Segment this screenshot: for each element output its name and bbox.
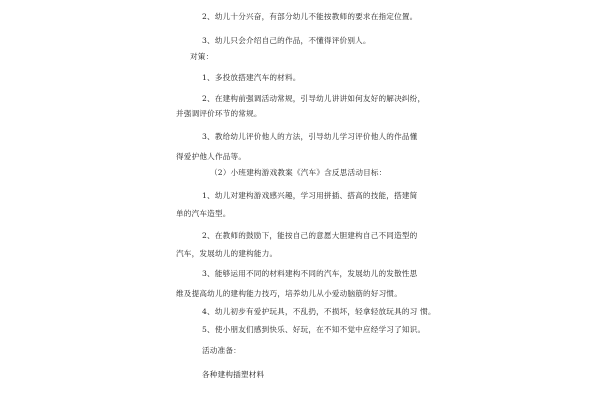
text-line-7: 得爱护他人作品等。: [176, 152, 247, 161]
text-line-4: 2、在建构前强调活动常规，引导幼儿讲讲如何友好的解决纠纷，: [202, 94, 426, 103]
text-line-15: 5、使小朋友们感到快乐、好玩，在不知不觉中应经学习了知识。: [202, 325, 426, 334]
text-line-16: 各种建构插塑材料: [202, 370, 265, 379]
text-line-14: 4、幼儿初步有爱护玩具，不乱扔，不损坏，轻拿轻放玩具的习 惯。: [202, 307, 436, 316]
text-line-8: 1、幼儿对建构游戏感兴趣，学习用拼插、搭高的技能，搭建简: [202, 191, 418, 200]
text-line-12: 3、能够运用不同的材料建构不同的汽车，发展幼儿的发散性思: [202, 269, 418, 278]
text-line-11: 汽车，发展幼儿的建构能力。: [176, 249, 278, 258]
text-line-6: 3、教给幼儿评价他人的方法，引导幼儿学习评价他人的作品懂: [202, 132, 418, 141]
text-line-10: 2、在教师的鼓励下，能按自己的意愿大胆建构自己不同造型的: [202, 231, 418, 240]
text-line-1: 2、幼儿十分兴奋，有部分幼儿不能按教师的要求在指定位置。: [202, 12, 418, 21]
text-line-5: 并强调评价环节的常规。: [176, 109, 262, 118]
text-line-2: 3、幼儿只会介绍自己的作品，不懂得评价别人。: [202, 36, 371, 45]
text-line-13: 维及提高幼儿的建构能力技巧，培养幼儿从小爱动脑筋的好习惯。: [176, 289, 403, 298]
section-heading-countermeasures: 对策：: [190, 52, 214, 61]
text-line-9: 单的汽车造型。: [176, 209, 231, 218]
section-heading-preparation: 活动准备：: [202, 346, 241, 355]
text-line-3: 1、多投放搭建汽车的材料。: [202, 73, 301, 82]
section-heading-lesson-plan: （2）小班建构游戏教案《汽车》含反思活动目标：: [210, 168, 387, 177]
